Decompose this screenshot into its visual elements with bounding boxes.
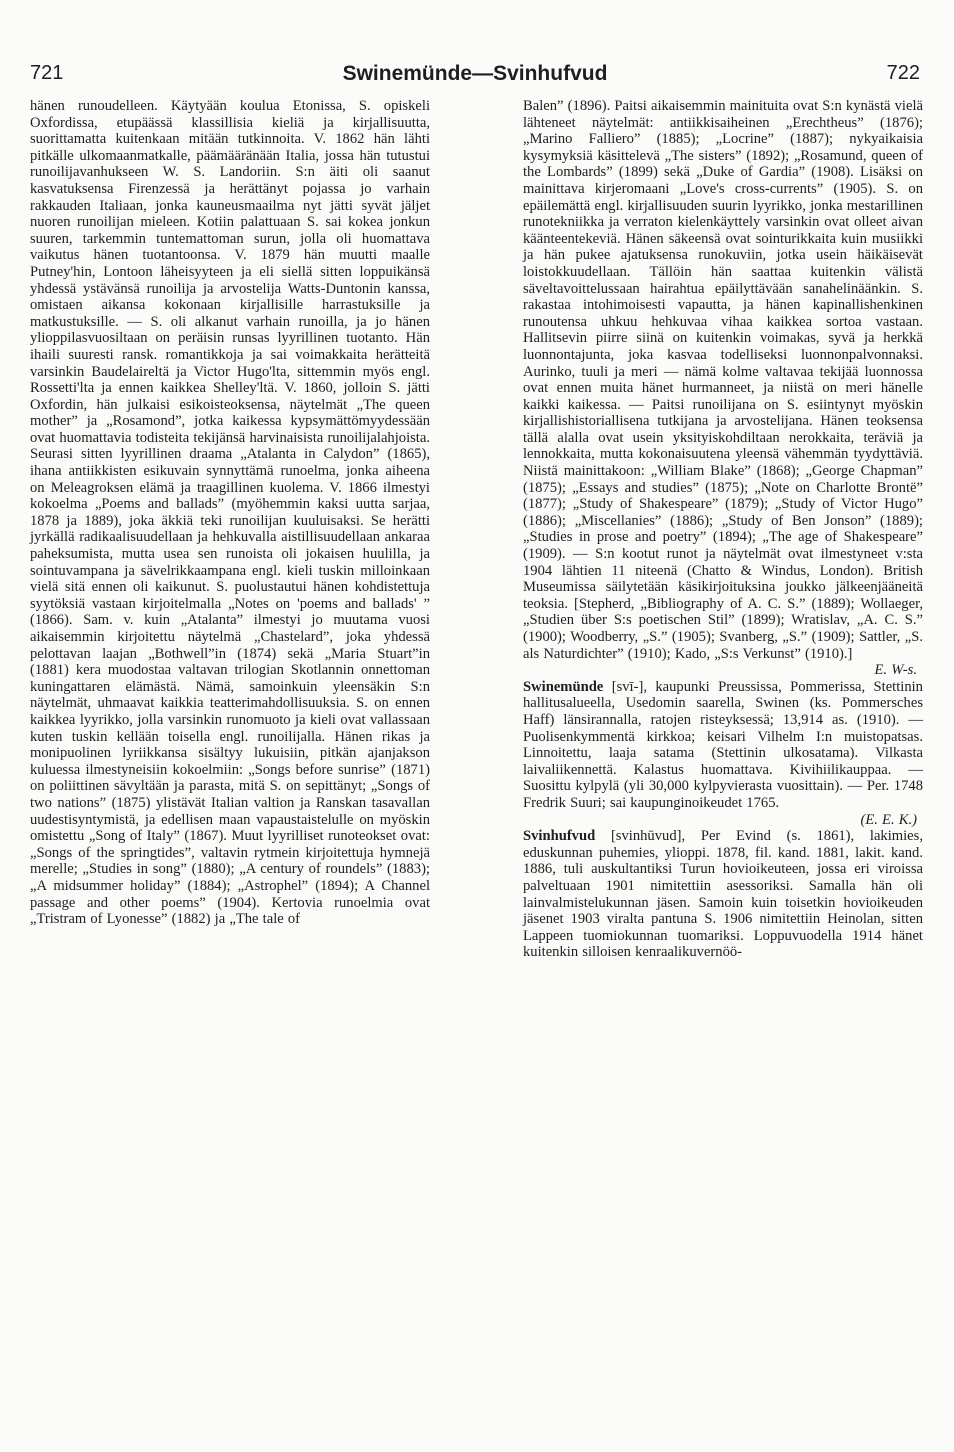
swinburne-article-continued: hänen runoudelleen. Käytyään koulua Etonissa, S. opiskeli Oxfordissa, etupäässä klassillisia kieliä ja kirjallisuutta, suorittamatta kuitenkaan mitään tutkinnoita. V. 1862 hän lähti pitkälle ulkomaanmatkalle, päämääränään Italia, jossa hän tutustui runoilijavanhukseen W. S. Landoriin. S:n äiti oli saanut kasvatuksensa Firenzessä ja herättänyt pojassa jo varhain rakkauden Italiaan, jonka kauneusmaailma nyt jätti syvät jäljet nuoren runoilijan mieleen. Kotiin palattuaan S. sai kokea jonkun suuren, tarkemmin tuntemattoman surun, jolla oli huomattava vaikutus hänen tuotantoonsa. V. 1879 hän muutti maalle Putney'hin, Lontoon läheisyyteen ja eli siellä sitten loppuikänsä yhdessä ystävänsä runoilija ja arvostelija Watts-Duntonin kanssa, omistaen aikansa kokonaan kirjallisille harrastuksille ja matkustuksille. — S. oli alkanut varhain runoilla, ja jo hänen ylioppilasvuosiltaan on peräisin runsas lyyrillinen tuotanto. Hän ihaili suuresti ransk. romantikkoja ja sai voimakkaita herätteitä varsinkin Baudelaireltä ja Victor Hugo'lta, sittemmin myös engl. Rossetti'lta ja ennen kaikkea Shelley'ltä. V. 1860, jolloin S. jätti Oxfordin, hän julkaisi esikoisteoksensa, näytelmät „The queen mother” ja „Rosamond”, jotka kaikessa kypsymättömyydessään ovat huomattavia todisteita tekijänsä harvinaisista runoilijalahjoista. Seurasi sitten lyyrillinen draama „Atalanta in Calydon” (1865), ihana antiikkisten esikuvain synnyttämä runoelma, jonka aiheena on Meleagroksen elämä ja traagillinen kuolema. V. 1866 ilmestyi kokoelma „Poems and ballads” (myöhemmin kaksi uutta sarjaa, 1878 ja 1889), joka äkkiä teki runoilijan kuuluisaksi. Se herätti jyrkällä radikaalisuudellaan ja hehkuvalla aistillisuudellaan ankaraa paheksumista, mutta usea sen runoista oli jokaisen huulilla, ja sointuvampana ja sävelrikkaampana engl. kieli tuskin milloinkaan vielä sitä ennen oli kaikunut. S. puolustautui hänen kohdistettuja syytöksiä vastaan kirjoitelmalla „Notes on 'poems and ballads' ” (1866). Sam. v. kuin „Atalanta” ilmestyi jo muutama vuosi aikaisemmin kirjoitettu näytelmä „Chastelard”, joka yhdessä pelottavan laajan „Bothwell”in (1874) sekä „Maria Stuart”in (1881) kera muodostaa valtavan trilogian Skotlannin onnettoman kuningattaren elämästä. Nämä, samoinkuin yleensäkin S:n näytelmät, uhmaavat kaikkia teatterimahdollisuuksia. S. on ennen kaikkea lyyrikko, jolla varsinkin runomuoto ja kieli ovat vallassaan kuten tuskin kellään toisella engl. runoilijalla. Hänen rikas ja monipuolinen lyriikkansa sisältyy lukuisiin, pitkän ajanjakson kuluessa ilmestyneisiin kokoelmiin: „Songs before sunrise” (1871) on poliittinen sävyltään ja parasta, mitä S. on sepittänyt; „Songs of two nations” (1875) ylistävät Italian valtion ja Ranskan tasavallan uudestisyntymistä, ja edellisen maan vapaustaistelulle on myöskin omistettu „Song of Italy” (1867). Muut lyyrilliset runoteokset ovat: „Songs of the springtides”, valtavin rytmein kirjoitettuja hymnejä merelle; „Studies in song” (1880); „A century of roundels” (1883); „A midsummer holiday” (1884); „Astrophel” (1894); A Channel passage and other poems” (1904). Kertovia runoelmia ovat „Tristram of Lyonesse” (1882) ja „The tale of bbox=[30, 98, 430, 928]
entry-headword: Swinemünde bbox=[523, 678, 604, 695]
author-signature: E. W-s. bbox=[874, 662, 917, 679]
page-header bbox=[30, 62, 920, 86]
right-column bbox=[523, 98, 923, 961]
left-page-number: 721 bbox=[30, 62, 64, 84]
entry-headword: Svinhufvud bbox=[523, 828, 596, 845]
entry-body: [svinhūvud], Per Evind (s. 1861), lakimies, eduskunnan puhemies, ylioppi. 1878, fil. kand. 1881, lakit. kand. 1886, tuli auskultantiksi Turun hovioikeuteen, jossa eri viroissa palveltuaan 1901 nimitettiin asessoriksi. Samalla hän oli lainvalmistelukunnan jäsen. Samoin kuin toisetkin hovioikeuden jäsenet 1903 viralta pantuna S. 1906 nimitettiin Heinolan, sitten Lappeen tuomiokunnan tuomariksi. Loppuvuodella 1914 hänet kuitenkin silloisen kenraalikuvernöö- bbox=[523, 828, 923, 961]
entry-body: [svī-], kaupunki Preussissa, Pommerissa, Stettinin hallitusalueella, Usedomin saarella, Swinen (ks. Pommersches Haff) länsirannalla, ratojen risteyksessä; 13,914 as. (1910). — Puolisenkymmentä kirkkoa; keisari Vilhelm I:n muistopatsas. Linnoitettu, laaja satama (Stettinin ulkosatama). Vilkasta laivaliikennettä. Kalastus huomattava. Kivihiilikauppaa. — Suosittu kylpylä (yli 30,000 kylpyvierasta vuosittain). — Per. 1748 Fredrik Suuri; sai kaupunginoikeudet 1765. bbox=[523, 678, 923, 811]
right-page-number: 722 bbox=[886, 62, 920, 84]
entry-swinemunde bbox=[523, 679, 923, 812]
left-column bbox=[30, 98, 430, 928]
entry-svinhufvud bbox=[523, 828, 923, 961]
author-signature: (E. E. K.) bbox=[860, 811, 917, 828]
swinburne-article-end: Balen” (1896). Paitsi aikaisemmin mainituita ovat S:n kynästä vielä lähteneet näytelmät: antiikkisaiheinen „Erechtheus” (1876); „Marino Falliero” (1885); „Locrine” (1887); nykyaikaisia kysymyksiä käsittelevä „The sisters” (1892); „Rosamund, queen of the Lombards” (1899) sekä „Duke of Gardia” (1908). Lisäksi on mainittava kirjeromaani „Love's cross-currents” (1905). S. on epäilemättä engl. kirjallisuuden suurin lyyrikko, jonka mestarillinen runotekniikka ja verraton kielenkäyttely varsinkin ovat olleet aivan käänteentekeviä. Hänen säkeensä ovat sointurikkaita kuin musiikki ja hän pukee ajatuksensa runokuviin, jotka usein häikäisevät loistokkuudellaan. Tällöin hän saattaa kuitenkin välistä säveltavoittelussaan hairahtua epäilyttävään sanahelinäänkin. S. rakastaa intohimoisesti vapautta, ja hänen kapinallishenkinen runoutensa uhkuu hehkuvaa vihaa kaikkea sortoa vastaan. Hallitsevin piirre siinä on kuitenkin voimakas, syvä ja herkkä luonnontajunta, joka kasvaa todelliseksi luonnonpalvonnaksi. Aurinko, tuuli ja meri — nämä kolme valtavaa tekijää luonnossa ovat ennen muita hänet hurmanneet, ja niistä on meri hänelle kaikki kaikessa. — Paitsi runoilijana on S. esiintynyt myöskin kirjallishistoriallisena tutkijana ja arvostelijana. Hänen teoksensa tällä alalla ovat usein yksityiskohdiltaan nerokkaita, teräviä ja lennokkaita, mutta kokonaisuutena yleensä vähemmän tyydyttäviä. Niistä mainittakoon: „William Blake” (1868); „George Chapman” (1875); „Essays and studies” (1875); „Note on Charlotte Brontë” (1877); „Study of Shakespeare” (1879); „Study of Victor Hugo” (1886); „Miscellanies” (1886); „Study of Ben Jonson” (1889); „Studies in prose and poetry” (1894); „The age of Shakespeare” (1909). — S:n kootut runot ja näytelmät ovat ilmestyneet v:sta 1904 lähtien 11 niteenä (Chatto & Windus, London). British Museumissa säilytetään käsikirjoituksina joukko jälkeenjääneitä teoksia. [Stepherd, „Bibliography of A. C. S.” (1889); Wollaeger, „Studien über S:s poetischen Stil” (1899); Wratislav, „A. C. S.” (1900); Woodberry, „S.” (1905); Svanberg, „S.” (1909); Sattler, „S. als Naturdichter” (1910); Kado, „S:s Verkunst” (1910).] bbox=[523, 98, 923, 662]
running-title: Swinemünde—Svinhufvud bbox=[342, 62, 608, 85]
